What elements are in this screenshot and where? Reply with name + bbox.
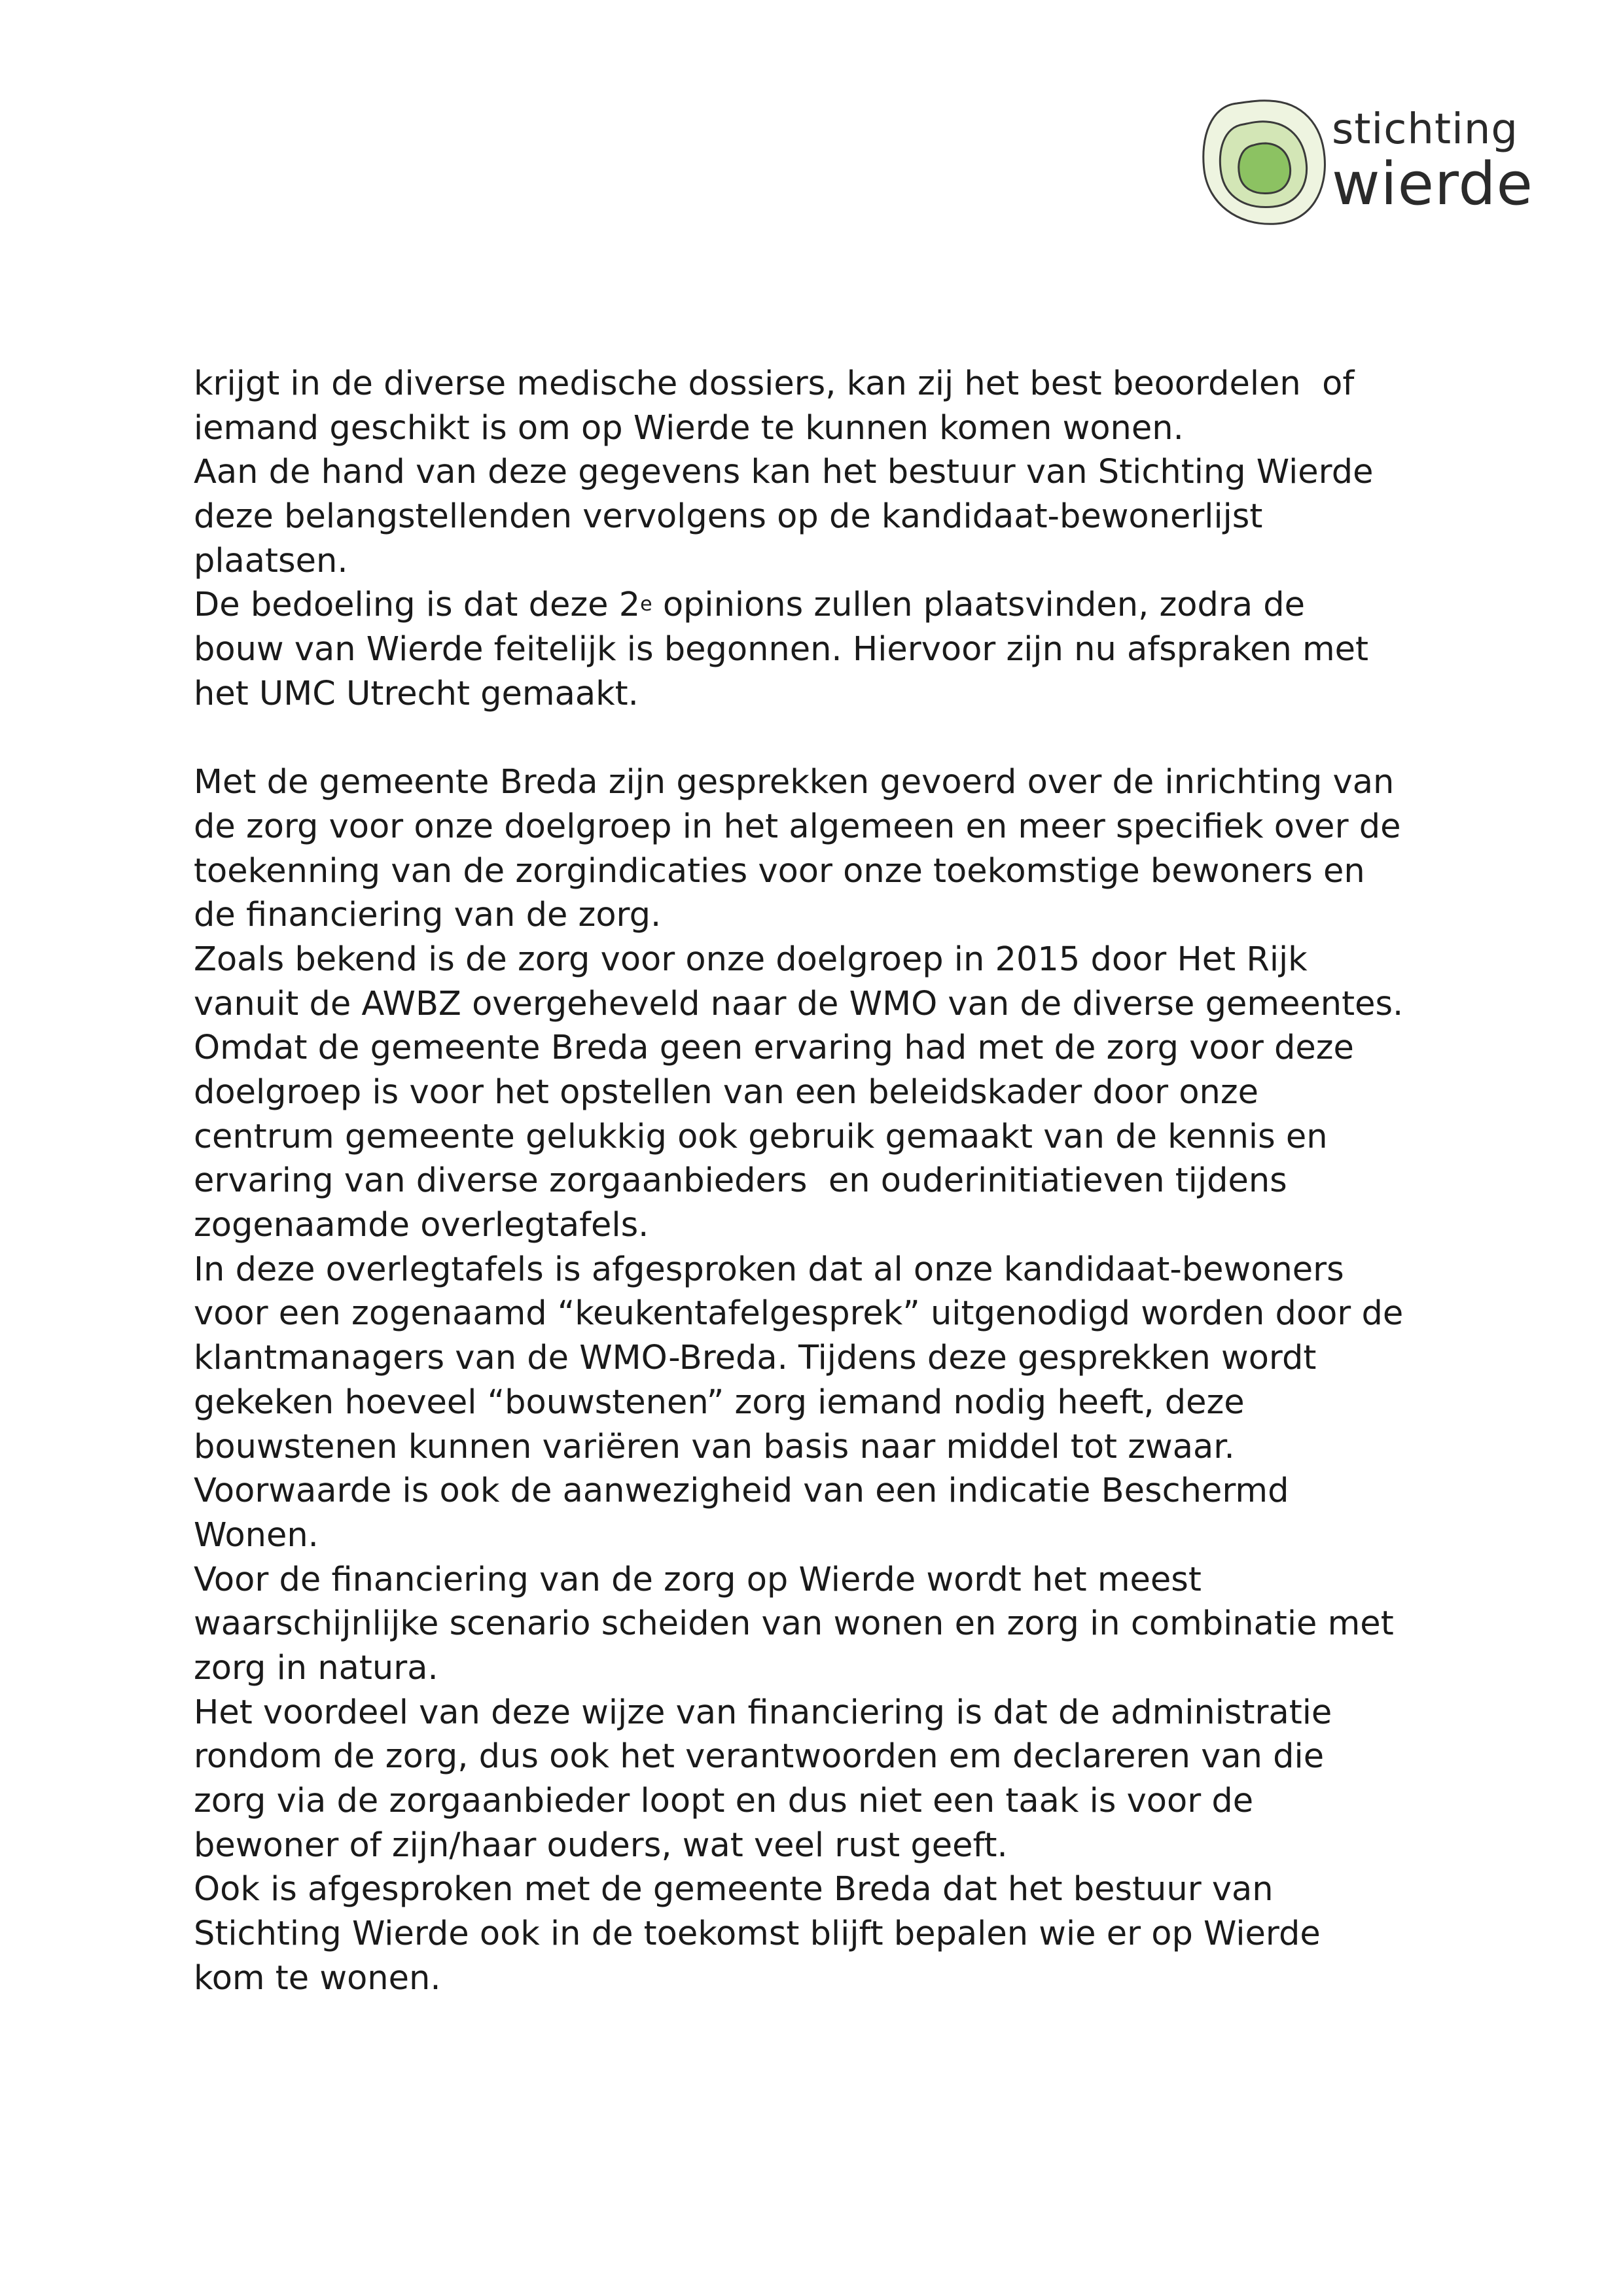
text-line: In deze overlegtafels is afgesproken dat al onze kandidaat-bewoners	[194, 1250, 1344, 1289]
letter-body	[194, 362, 1476, 2000]
wierde-logo-mark-icon	[1198, 98, 1329, 229]
text-line: bouwstenen kunnen variëren van basis naar middel tot zwaar.	[194, 1427, 1235, 1466]
text-line: rondom de zorg, dus ook het verantwoorden em declareren van die	[194, 1737, 1325, 1776]
text-line: Het voordeel van deze wijze van financiering is dat de administratie	[194, 1693, 1332, 1732]
text-line: zorg in natura.	[194, 1648, 438, 1687]
text-line: toekenning van de zorgindicaties voor onze toekomstige bewoners en	[194, 851, 1365, 891]
text-line: waarschijnlijke scenario scheiden van wonen en zorg in combinatie met	[194, 1604, 1394, 1644]
logo-text-wierde: wierde	[1332, 150, 1533, 219]
text-line: bouw van Wierde feitelijk is begonnen. Hiervoor zijn nu afspraken met	[194, 630, 1369, 669]
text-line: de zorg voor onze doelgroep in het algemeen en meer specifiek over de	[194, 807, 1401, 846]
text-line: Zoals bekend is de zorg voor onze doelgroep in 2015 door Het Rijk	[194, 940, 1308, 979]
text-segment: opinions zullen plaatsvinden, zodra de	[652, 586, 1306, 625]
text-line: Stichting Wierde ook in de toekomst blijft bepalen wie er op Wierde	[194, 1915, 1321, 1954]
text-line: Wonen.	[194, 1515, 319, 1555]
text-line: Voor de financiering van de zorg op Wierde wordt het meest	[194, 1560, 1202, 1599]
text-line: Met de gemeente Breda zijn gesprekken gevoerd over de inrichting van	[194, 763, 1395, 802]
text-line: klantmanagers van de WMO-Breda. Tijdens deze gesprekken wordt	[194, 1339, 1317, 1378]
text-line: Ook is afgesproken met de gemeente Breda dat het bestuur van	[194, 1870, 1274, 1909]
text-segment: De bedoeling is dat deze 2	[194, 586, 641, 625]
text-line	[194, 583, 1476, 627]
text-line: doelgroep is voor het opstellen van een beleidskader door onze	[194, 1073, 1259, 1112]
stichting-wierde-logo	[1198, 98, 1538, 236]
text-line: zorg via de zorgaanbieder loopt en dus niet een taak is voor de	[194, 1782, 1254, 1820]
text-line: de financiering van de zorg.	[194, 896, 662, 935]
logo-wordmark	[1332, 105, 1533, 219]
text-line: het UMC Utrecht gemaakt.	[194, 674, 639, 713]
text-line: Aan de hand van deze gegevens kan het bestuur van Stichting Wierde	[194, 453, 1374, 492]
text-line: iemand geschikt is om op Wierde te kunnen komen wonen.	[194, 408, 1184, 448]
logo-text-stichting: stichting	[1332, 105, 1519, 154]
text-line: ervaring van diverse zorgaanbieders en ouderinitiatieven tijdens	[194, 1161, 1287, 1201]
text-line: zogenaamde overlegtafels.	[194, 1206, 649, 1245]
text-line: gekeken hoeveel “bouwstenen” zorg iemand nodig heeft, deze	[194, 1383, 1245, 1422]
text-line: Omdat de gemeente Breda geen ervaring had met de zorg voor deze	[194, 1029, 1354, 1068]
text-line: voor een zogenaamd “keukentafelgesprek” uitgenodigd worden door de	[194, 1294, 1404, 1333]
text-line: krijgt in de diverse medische dossiers, kan zij het best beoordelen of	[194, 364, 1355, 403]
text-line: centrum gemeente gelukkig ook gebruik gemaakt van de kennis en	[194, 1117, 1328, 1156]
paragraph-gemeente-breda	[194, 760, 1476, 2000]
superscript-e: e	[640, 593, 652, 616]
text-line: Voorwaarde is ook de aanwezigheid van een indicatie Beschermd	[194, 1472, 1289, 1511]
text-line: plaatsen.	[194, 541, 348, 580]
paragraph-second-opinion	[194, 362, 1476, 716]
text-line: bewoner of zijn/haar ouders, wat veel rust geeft.	[194, 1826, 1008, 1865]
paragraph-spacer	[194, 716, 1476, 761]
text-line: vanuit de AWBZ overgeheveld naar de WMO van de diverse gemeentes.	[194, 984, 1404, 1023]
text-line: kom te wonen.	[194, 1958, 441, 1998]
text-line: deze belangstellenden vervolgens op de kandidaat-bewonerlijst	[194, 497, 1263, 537]
